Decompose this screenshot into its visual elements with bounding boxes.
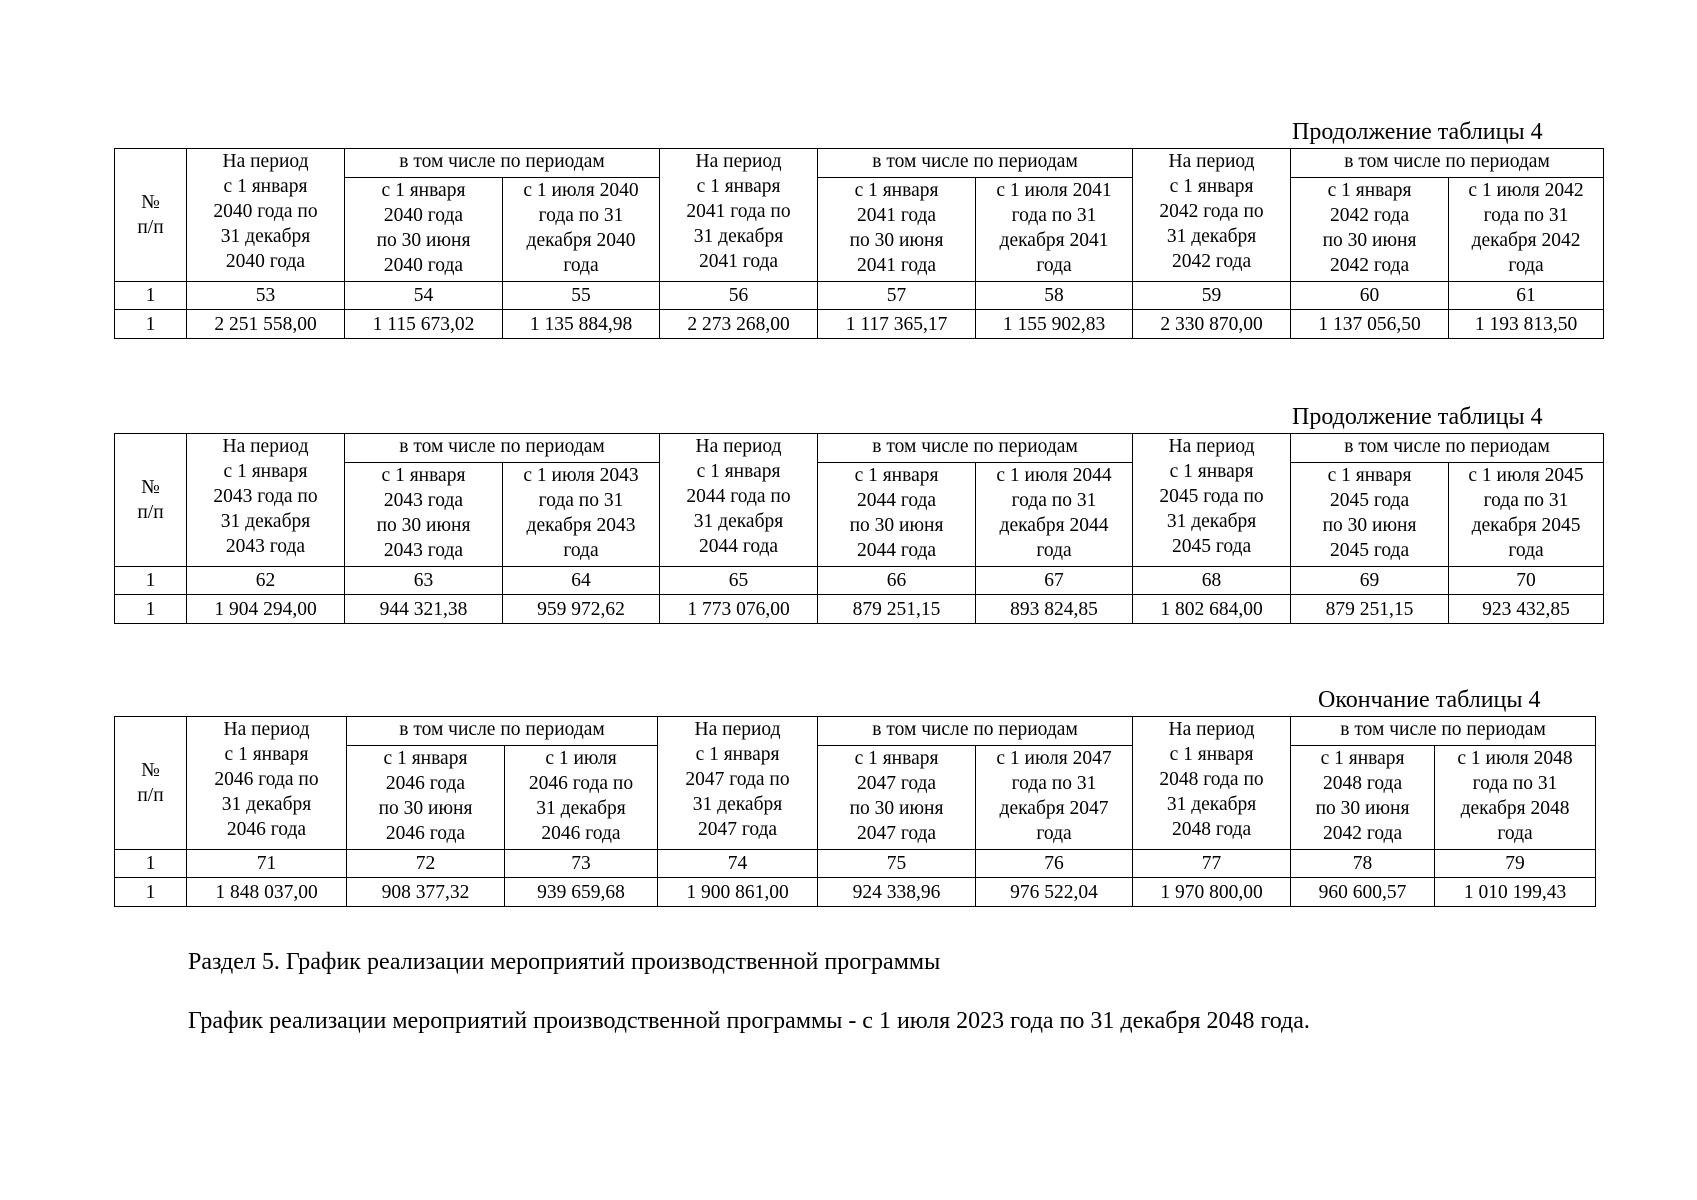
table-cell: 2 330 870,00 [1133,310,1291,339]
header-subgroup: в том числе по периодам [347,717,658,746]
header-sub-first-half: с 1 января 2041 года по 30 июня 2041 года [818,178,976,282]
table-cell: 73 [505,850,658,878]
table-cell: 1 [115,567,187,595]
table-cell: 1 [115,282,187,310]
table-cell: 893 824,85 [976,595,1133,624]
section-title: Раздел 5. График реализации мероприятий производственной программы [188,949,941,975]
table-cell: 58 [976,282,1133,310]
table-caption: Продолжение таблицы 4 [1292,404,1543,430]
table-cell: 1 970 800,00 [1133,878,1291,907]
header-subgroup: в том числе по периодам [345,434,660,463]
table-cell: 61 [1449,282,1604,310]
table-cell: 939 659,68 [505,878,658,907]
header-period: На период с 1 января 2040 года по 31 декабря 2040 года [187,149,345,282]
table-cell: 924 338,96 [818,878,976,907]
header-sub-second-half: с 1 июля 2046 года по 31 декабря 2046 года [505,746,658,850]
table-cell: 1 [115,850,187,878]
table-cell: 68 [1133,567,1291,595]
table-cell: 64 [503,567,660,595]
header-period: На период с 1 января 2047 года по 31 декабря 2047 года [658,717,818,850]
table-cell: 63 [345,567,503,595]
header-period: На период с 1 января 2044 года по 31 декабря 2044 года [660,434,818,567]
header-sub-second-half: с 1 июля 2045 года по 31 декабря 2045 года [1449,463,1604,567]
header-sub-first-half: с 1 января 2044 года по 30 июня 2044 года [818,463,976,567]
header-sub-first-half: с 1 января 2040 года по 30 июня 2040 года [345,178,503,282]
header-subgroup: в том числе по периодам [818,149,1133,178]
table-row-index [115,567,1604,595]
table-cell: 54 [345,282,503,310]
table-cell: 1 137 056,50 [1291,310,1449,339]
table-cell: 923 432,85 [1449,595,1604,624]
table-cell: 75 [818,850,976,878]
table-continuation-1 [114,148,1604,339]
header-num: № п/п [115,149,187,282]
header-subgroup: в том числе по периодам [818,434,1133,463]
header-period: На период с 1 января 2042 года по 31 декабря 2042 года [1133,149,1291,282]
header-period: На период с 1 января 2043 года по 31 декабря 2043 года [187,434,345,567]
table-row-index [115,282,1604,310]
table-cell: 960 600,57 [1291,878,1435,907]
table-cell: 53 [187,282,345,310]
table-cell: 71 [187,850,347,878]
table-caption: Продолжение таблицы 4 [1292,119,1543,145]
header-subgroup: в том числе по периодам [1291,149,1604,178]
table-cell: 70 [1449,567,1604,595]
header-sub-second-half: с 1 июля 2048 года по 31 декабря 2048 года [1435,746,1596,850]
table-cell: 59 [1133,282,1291,310]
header-num: № п/п [115,717,187,850]
header-sub-first-half: с 1 января 2042 года по 30 июня 2042 года [1291,178,1449,282]
table-cell: 69 [1291,567,1449,595]
table-cell: 1 [115,595,187,624]
table-cell: 908 377,32 [347,878,505,907]
table-cell: 76 [976,850,1133,878]
table-caption: Окончание таблицы 4 [1318,687,1541,713]
table-cell: 2 273 268,00 [660,310,818,339]
header-sub-first-half: с 1 января 2046 года по 30 июня 2046 года [347,746,505,850]
table-cell: 959 972,62 [503,595,660,624]
table-cell: 74 [658,850,818,878]
table-cell: 66 [818,567,976,595]
header-subgroup: в том числе по периодам [1291,717,1596,746]
table-cell: 1 773 076,00 [660,595,818,624]
table-cell: 60 [1291,282,1449,310]
header-sub-first-half: с 1 января 2048 года по 30 июня 2042 года [1291,746,1435,850]
header-period: На период с 1 января 2046 года по 31 декабря 2046 года [187,717,347,850]
header-sub-second-half: с 1 июля 2042 года по 31 декабря 2042 года [1449,178,1604,282]
table-cell: 78 [1291,850,1435,878]
header-sub-second-half: с 1 июля 2041 года по 31 декабря 2041 года [976,178,1133,282]
table-cell: 62 [187,567,345,595]
table-cell: 1 848 037,00 [187,878,347,907]
header-subgroup: в том числе по периодам [818,717,1133,746]
section-text: График реализации мероприятий производственной программы - с 1 июля 2023 года по 31 декабря 2048 года. [188,1008,1310,1034]
table-row-values [115,595,1604,624]
table-cell: 944 321,38 [345,595,503,624]
header-sub-second-half: с 1 июля 2047 года по 31 декабря 2047 года [976,746,1133,850]
table-cell: 57 [818,282,976,310]
table-cell: 1 155 902,83 [976,310,1133,339]
table-ending [114,716,1596,907]
table-row-index [115,850,1596,878]
table-cell: 2 251 558,00 [187,310,345,339]
header-sub-second-half: с 1 июля 2043 года по 31 декабря 2043 года [503,463,660,567]
table-cell: 1 010 199,43 [1435,878,1596,907]
table-cell: 1 904 294,00 [187,595,345,624]
table-cell: 1 [115,878,187,907]
table-cell: 79 [1435,850,1596,878]
header-sub-first-half: с 1 января 2047 года по 30 июня 2047 года [818,746,976,850]
table-row-values [115,878,1596,907]
table-cell: 1 900 861,00 [658,878,818,907]
table-cell: 1 [115,310,187,339]
header-period: На период с 1 января 2041 года по 31 декабря 2041 года [660,149,818,282]
table-continuation-2 [114,433,1604,624]
table-cell: 77 [1133,850,1291,878]
table-cell: 1 193 813,50 [1449,310,1604,339]
header-period: На период с 1 января 2048 года по 31 декабря 2048 года [1133,717,1291,850]
header-sub-first-half: с 1 января 2045 года по 30 июня 2045 года [1291,463,1449,567]
header-num: № п/п [115,434,187,567]
table-cell: 56 [660,282,818,310]
header-sub-second-half: с 1 июля 2044 года по 31 декабря 2044 года [976,463,1133,567]
table-cell: 976 522,04 [976,878,1133,907]
table-cell: 1 117 365,17 [818,310,976,339]
header-subgroup: в том числе по периодам [345,149,660,178]
table-cell: 879 251,15 [818,595,976,624]
table-cell: 72 [347,850,505,878]
table-cell: 879 251,15 [1291,595,1449,624]
header-period: На период с 1 января 2045 года по 31 декабря 2045 года [1133,434,1291,567]
header-sub-second-half: с 1 июля 2040 года по 31 декабря 2040 года [503,178,660,282]
table-cell: 1 135 884,98 [503,310,660,339]
header-subgroup: в том числе по периодам [1291,434,1604,463]
header-sub-first-half: с 1 января 2043 года по 30 июня 2043 года [345,463,503,567]
table-cell: 1 115 673,02 [345,310,503,339]
table-row-values [115,310,1604,339]
table-cell: 67 [976,567,1133,595]
table-cell: 55 [503,282,660,310]
table-cell: 65 [660,567,818,595]
table-cell: 1 802 684,00 [1133,595,1291,624]
